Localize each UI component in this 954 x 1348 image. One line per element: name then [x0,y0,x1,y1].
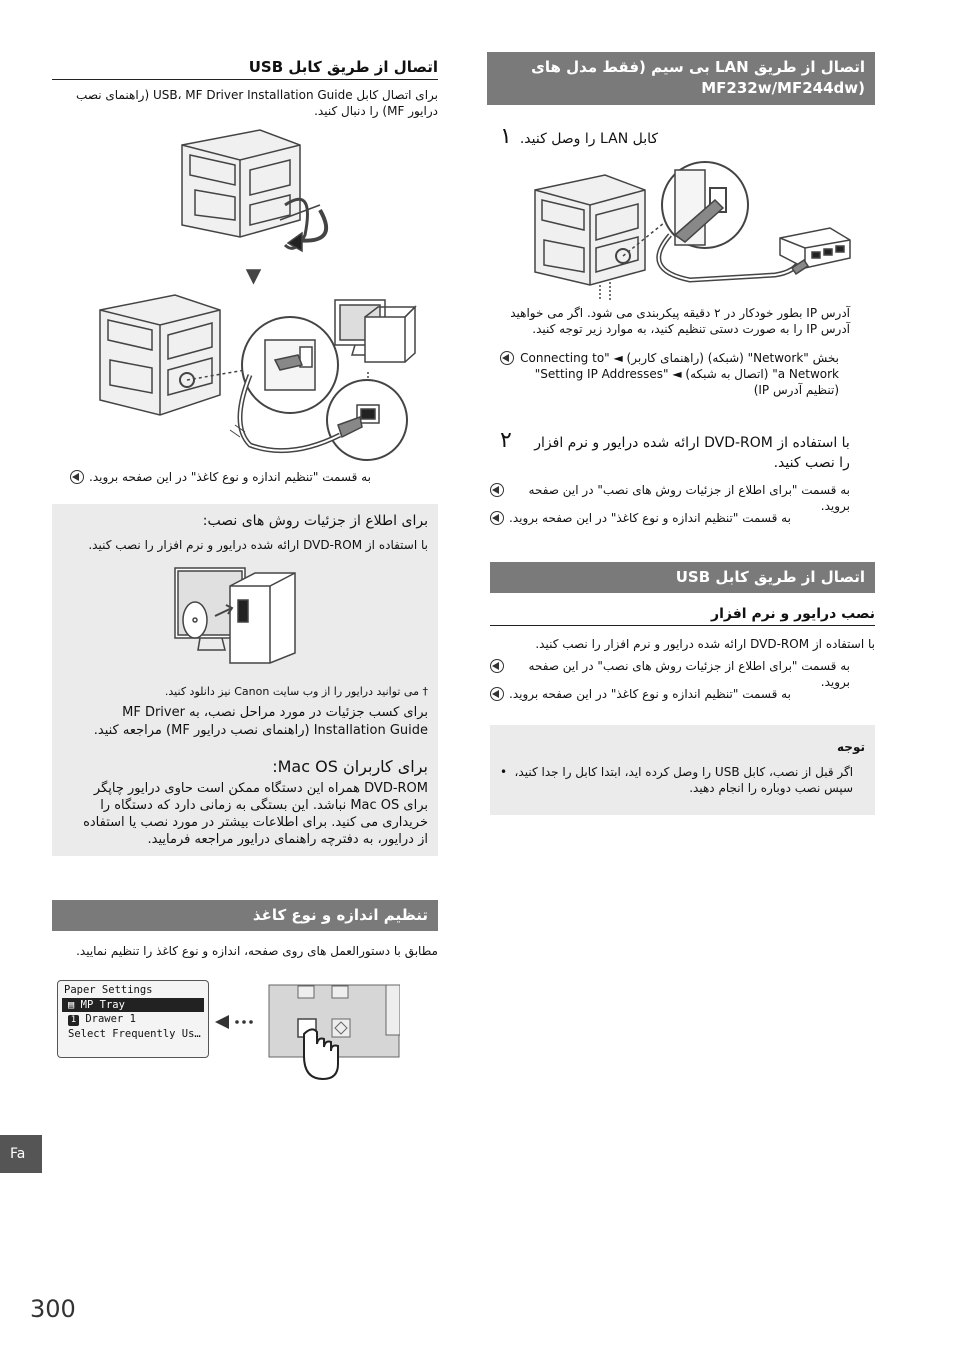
page-number: 300 [30,1295,76,1323]
usb-right-title: اتصال از طریق کابل USB [490,562,875,593]
usb-section-title: اتصال از طریق کابل USB [52,58,438,80]
install-driver-text: با استفاده از DVD-ROM ارائه شده درایور و نرم افزار را نصب کنید. [535,637,875,651]
note-title: توجه [837,740,865,754]
paper-settings-text: مطابق با دستورالعمل های روی صفحه، اندازه و نوع کاغذ را تنظیم نمایید. [76,944,438,958]
lcd-row-drawer1[interactable]: 1 Drawer 1 [64,1012,202,1027]
reference-arrow-icon [490,483,504,497]
lcd-title: Paper Settings [64,984,153,996]
paper-settings-title: تنظیم اندازه و نوع کاغذ [52,900,438,931]
usb-section-text: برای اتصال کابل USB، MF Driver Installation Guide (راهنمای نصب درایور MF) را دنبال کنید. [76,88,438,118]
printer-usb-illustration [90,125,420,465]
mac-os-title: برای کاربران Mac OS: [272,757,428,776]
usb-ref-paper-settings[interactable]: به قسمت "تنظیم اندازه و نوع کاغذ" در این صفحه بروید. [70,469,412,485]
reference-arrow-icon [500,351,514,365]
bullet-icon: • [500,765,508,779]
install-info-text: با استفاده از DVD-ROM ارائه شده درایور و نرم افزار را نصب کنید. [88,538,428,552]
mac-os-text: DVD-ROM همراه این دستگاه ممکن است حاوی درایور چاپگر برای Mac OS نباشد. این بستگی به زمانی دارد که دستگاه را خریداری می کنید. برای اطلاعات بیشتر در مورد نصب یا استفاده از درایور، به دفترچه راهنمای درایور مراجعه فرمایید. [83,781,428,847]
install-driver-title: نصب درایور و نرم افزار [490,606,875,626]
download-note: † می توانید درایور را از وب سایت Canon نیز دانلود کنید. [164,685,428,698]
install-ref-paper[interactable]: به قسمت "تنظیم اندازه و نوع کاغذ" در این صفحه بروید. [490,686,850,702]
drawer-number-badge: 1 [68,1015,79,1026]
note-text: • اگر قبل از نصب، کابل USB را وصل کرده اید، ابتدا کابل را جدا کنید، سپس نصب دوباره را انجام دهید. [500,765,854,795]
step2-number: ٢ [500,428,512,453]
step1-note: آدرس IP بطور خودکار در ۲ دقیقه پیکربندی می شود. اگر می خواهید آدرس IP را به صورت دستی تنظیم کنید، به موارد زیر توجه کنید. [510,306,850,336]
install-info-text2: برای کسب جزئیات در مورد مراحل نصب، به MF Driver Installation Guide (راهنمای نصب درایور MF) مراجعه کنید. [93,705,428,738]
language-tab: Fa [0,1135,42,1173]
step2-ref-install[interactable]: به قسمت "برای اطلاع از جزئیات روش های نصب" در این صفحه بروید. [490,482,850,514]
step2-row [500,428,875,473]
step1-number: ١ [500,124,512,149]
lcd-screen [57,980,209,1058]
step1-row [500,124,875,149]
wired-lan-title: اتصال از طریق LAN بی سیم (فقط مدل های (MF232w/MF244dw [487,52,875,105]
control-panel-illustration [268,984,400,1084]
lcd-row-select-frequently[interactable]: Select Frequently Us… [68,1028,201,1040]
reference-arrow-icon [490,659,504,673]
lan-cable-illustration [530,160,860,305]
lcd-row-mp-tray[interactable]: ▤ MP Tray [62,998,204,1012]
lcd-pointer-arrow [213,1012,258,1032]
install-ref-methods[interactable]: به قسمت "برای اطلاع از جزئیات روش های نصب" در این صفحه بروید. [490,658,850,690]
step2-ref-paper[interactable]: به قسمت "تنظیم اندازه و نوع کاغذ" در این صفحه بروید. [490,510,850,526]
install-info-title: برای اطلاع از جزئیات روش های نصب: [202,513,428,529]
reference-arrow-icon [490,687,504,701]
reference-arrow-icon [490,511,504,525]
step1-text: کابل LAN را وصل کنید. [519,131,659,147]
dvd-pc-illustration [160,558,300,668]
step1-network-ref[interactable]: بخش "Network" (شبکه) (راهنمای کاربر) ◄ "Connecting to a Network" (اتصال به شبکه) ◄ "Setting IP Addresses" (تنظیم آدرس IP) [500,350,850,398]
step2-text: با استفاده از DVD-ROM ارائه شده درایور و نرم افزار را نصب کنید. [534,435,850,471]
reference-arrow-icon [70,470,84,484]
